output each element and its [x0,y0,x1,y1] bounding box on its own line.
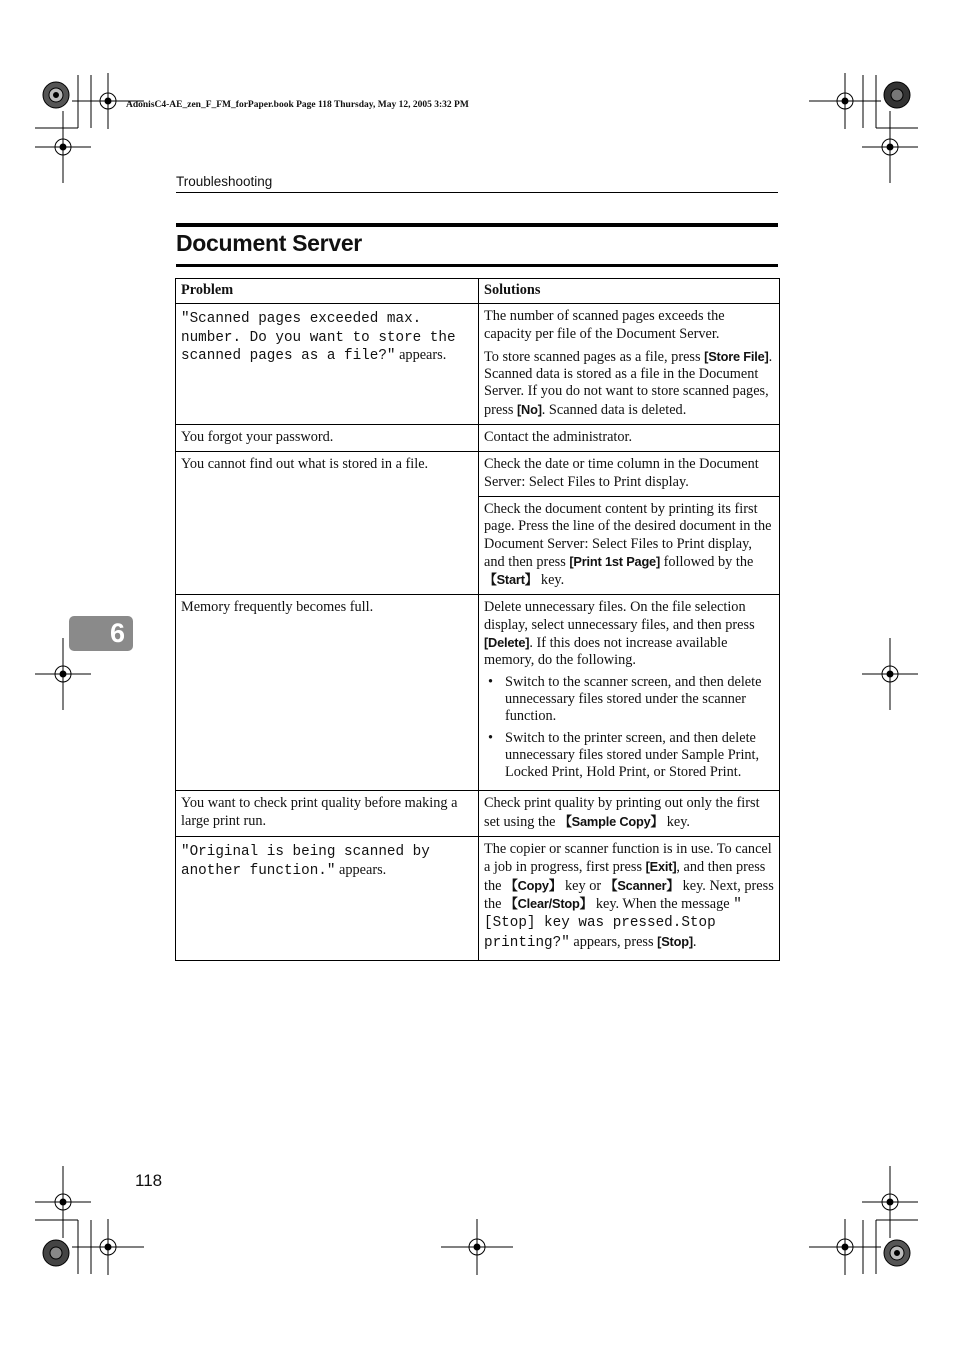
solution-text: To store scanned pages as a file, press [Store File]. Scanned data is stored as a file in the Document Server. If you do not want to store scanned pages, press [No]. Scanned data is deleted. [484,348,773,418]
start-key: 【Start】 [484,572,538,588]
problem-cell [176,837,479,961]
clear-stop-key: 【Clear/Stop】 [505,895,593,911]
file-header: AdonisC4-AE_zen_F_FM_forPaper.book Page 118 Thursday, May 12, 2005 3:32 PM [126,100,469,110]
problem-tail: appears. [335,861,387,878]
problem-cell: You want to check print quality before making a large print run. [176,791,479,837]
store-file-key: [Store File] [704,348,769,364]
page-title: Document Server [176,230,362,256]
sample-copy-key: 【Sample Copy】 [559,813,664,829]
running-head: Troubleshooting [176,174,273,189]
table-row [176,425,780,452]
title-bottom-rule [176,264,778,267]
solution-cell: The copier or scanner function is in use. To cancel a job in progress, first press [Exit], and then press the 【Copy】 key or 【Scanner】 key. Next, press the 【Clear/Stop】 key. When the message "[Stop] key was pressed.Stop printing?" appears, press [Stop]. [479,837,780,961]
problem-header: Problem [176,279,479,304]
list-item: • Switch to the printer screen, and then delete unnecessary files stored under Sample Print, Locked Print, Hold Print, or Stored Print. [505,730,774,782]
table-row [176,452,780,497]
table-row [176,791,780,837]
solution-cell: Check print quality by printing out only the first set using the 【Sample Copy】 key. [479,791,780,837]
bullet-list [484,674,774,782]
exit-key: [Exit] [645,859,677,875]
solution-text: Delete unnecessary files. On the file selection display, select unnecessary files, and then press [Delete]. If this does not increase available memory, do the following. [484,599,755,669]
solution-cell: Contact the administrator. [479,425,780,452]
copy-key: 【Copy】 [505,877,562,893]
no-key: [No] [516,401,542,417]
solution-cell: Check the document content by printing its first page. Press the line of the desired document in the Document Server: Select Files to Print display, and then press [Print 1st Page] followed by the 【Start】 key. [479,496,780,594]
solution-cell [479,304,780,425]
table-header-row [176,279,780,304]
table-row [176,304,780,425]
problem-cell: You forgot your password. [176,425,479,452]
solutions-header: Solutions [479,279,780,304]
running-head-rule [176,192,778,193]
print-1st-page-key: [Print 1st Page] [569,553,661,569]
problem-tail: appears. [395,347,447,364]
table-row [176,595,780,791]
troubleshooting-table [175,278,780,961]
chapter-tab: 6 [69,616,133,651]
problem-cell: Memory frequently becomes full. [176,595,479,791]
stop-key: [Stop] [657,933,693,949]
problem-cell: You cannot find out what is stored in a file. [176,452,479,595]
message-text: "Original is being scanned by another function." [181,844,430,879]
problem-cell [176,304,479,425]
title-top-rule [176,223,778,227]
page-number: 118 [135,1171,163,1190]
message-text: "Scanned pages exceeded max. number. Do you want to store the scanned pages as a file?" [181,311,456,365]
scanner-key: 【Scanner】 [604,877,680,893]
list-item: • Switch to the scanner screen, and then delete unnecessary files stored under the scanner function. [505,674,774,726]
delete-key: [Delete] [484,635,530,651]
message-text: "[Stop] key was pressed.Stop printing?" [484,896,742,951]
solution-text: The number of scanned pages exceeds the capacity per file of the Document Server. [484,308,725,342]
solution-cell [479,595,780,791]
table-row [176,837,780,961]
solution-cell: Check the date or time column in the Document Server: Select Files to Print display. [479,452,780,497]
